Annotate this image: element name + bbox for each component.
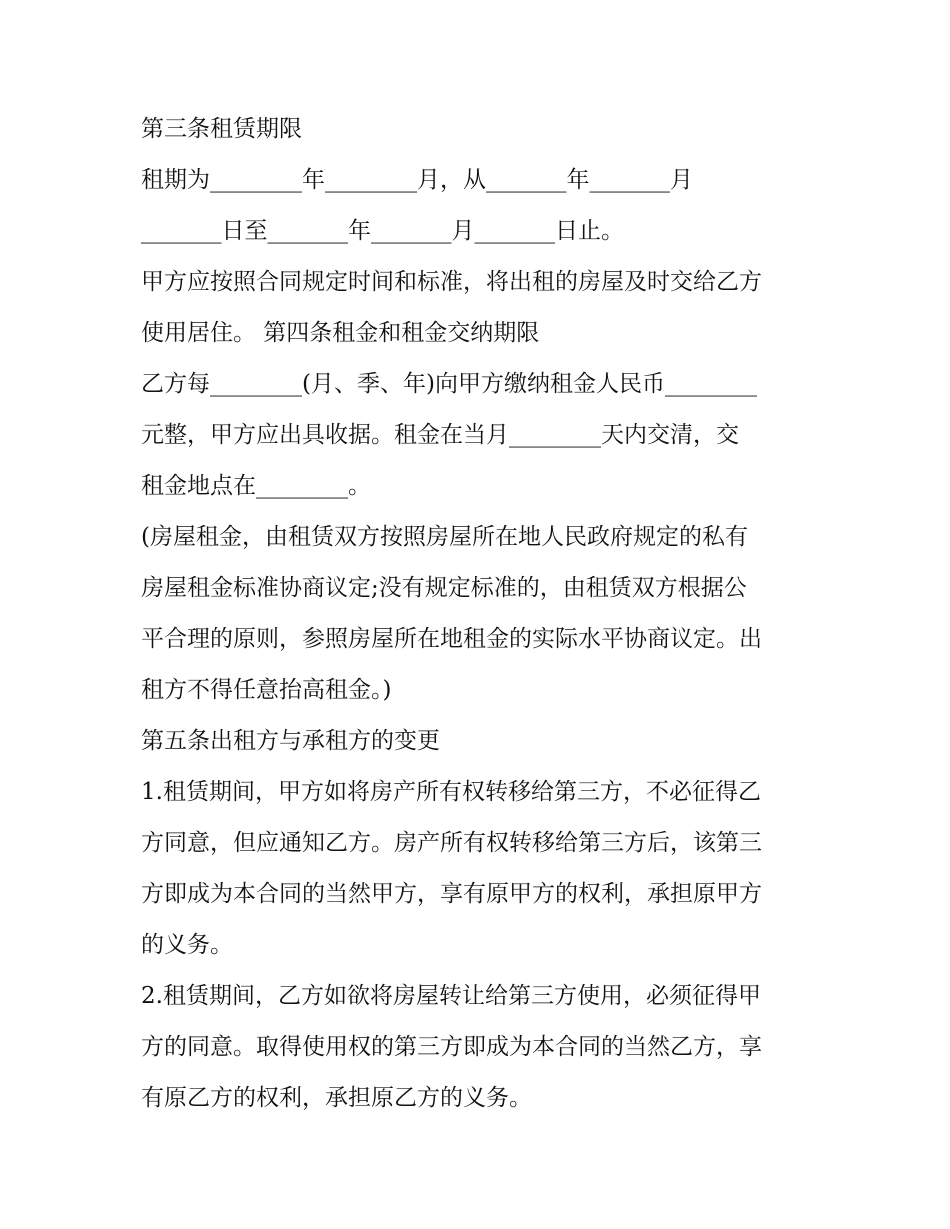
clause-2-line-1: 2.租赁期间，乙方如欲将房屋转让给第三方使用，必须征得甲 bbox=[141, 983, 761, 1009]
rent-note-line-3: 平合理的原则，参照房屋所在地租金的实际水平协商议定。出 bbox=[141, 626, 762, 652]
clause-1-line-4: 的义务。 bbox=[141, 932, 233, 958]
rent-payment-line-3: 租金地点在________。 bbox=[141, 473, 371, 499]
delivery-clause-line-2: 使用居住。 第四条租金和租金交纳期限 bbox=[141, 320, 540, 346]
rent-payment-line-2: 元整，甲方应出具收据。租金在当月________天内交清，交 bbox=[141, 422, 739, 448]
clause-2-line-2: 方的同意。取得使用权的第三方即成为本合同的当然乙方，享 bbox=[141, 1034, 762, 1060]
delivery-clause-line-1: 甲方应按照合同规定时间和标准，将出租的房屋及时交给乙方 bbox=[141, 269, 762, 295]
document-page bbox=[141, 109, 821, 1129]
rent-note-line-4: 租方不得任意抬高租金。) bbox=[141, 677, 392, 703]
article-5-heading: 第五条出租方与承租方的变更 bbox=[141, 728, 440, 754]
clause-1-line-1: 1.租赁期间，甲方如将房产所有权转移给第三方，不必征得乙 bbox=[141, 779, 761, 805]
rent-note-line-2: 房屋租金标准协商议定;没有规定标准的，由租赁双方根据公 bbox=[141, 575, 747, 601]
lease-term-line-1: 租期为________年________月，从_______年_______月 bbox=[141, 167, 693, 193]
rent-note-line-1: (房屋租金，由租赁双方按照房屋所在地人民政府规定的私有 bbox=[141, 524, 748, 550]
rent-payment-line-1: 乙方每________(月、季、年)向甲方缴纳租金人民币________ bbox=[141, 371, 757, 397]
clause-2-line-3: 有原乙方的权利，承担原乙方的义务。 bbox=[141, 1085, 532, 1111]
clause-1-line-3: 方即成为本合同的当然甲方，享有原甲方的权利，承担原甲方 bbox=[141, 881, 762, 907]
lease-term-line-2: _______日至_______年_______月_______日止。 bbox=[141, 218, 624, 244]
article-3-heading: 第三条租赁期限 bbox=[141, 116, 302, 142]
clause-1-line-2: 方同意，但应通知乙方。房产所有权转移给第三方后，该第三 bbox=[141, 830, 762, 856]
